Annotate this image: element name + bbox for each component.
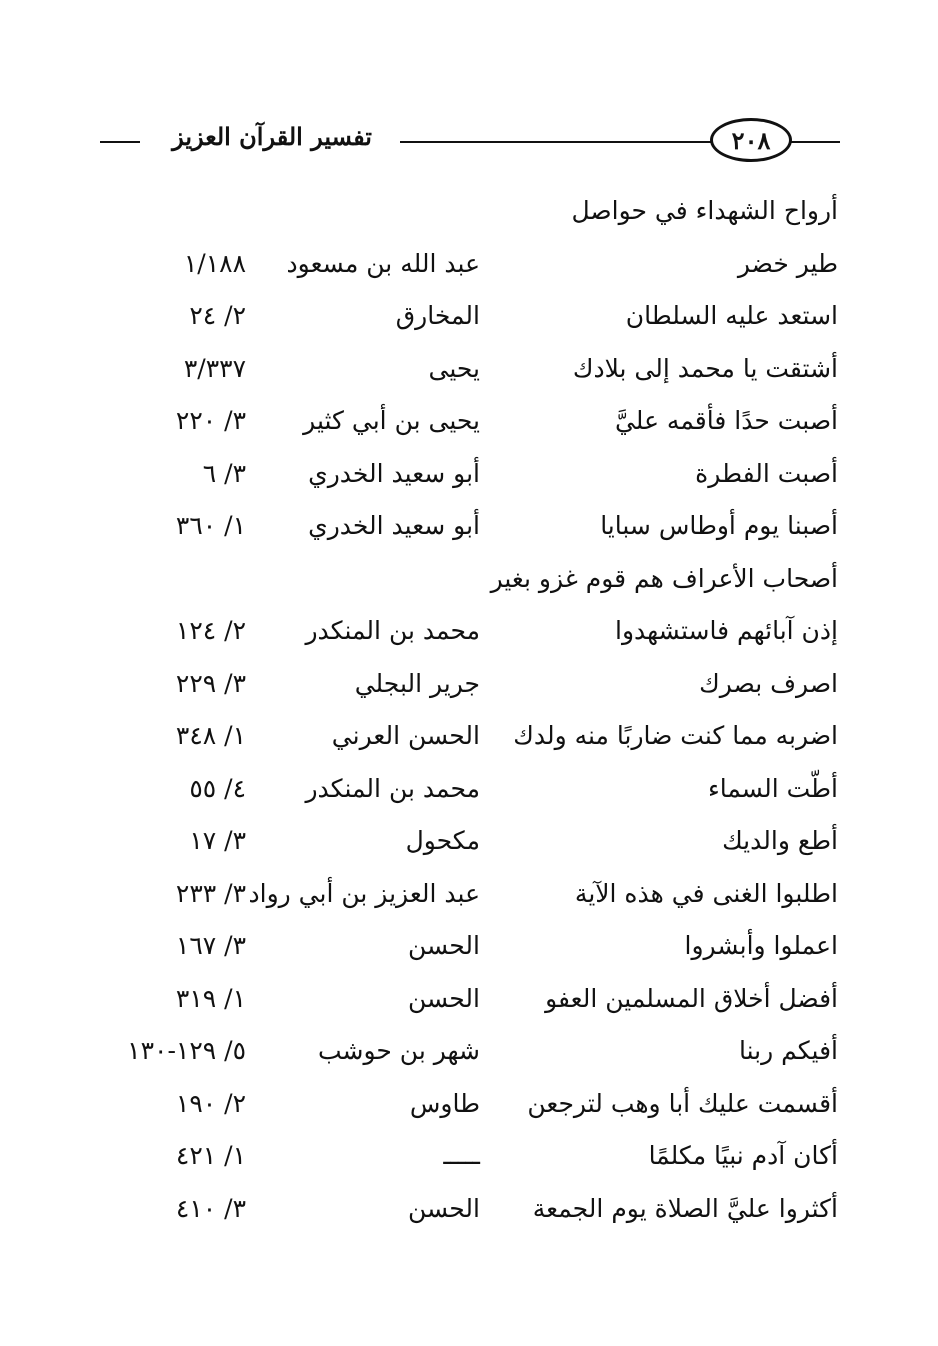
index-row	[0, 713, 938, 766]
index-row	[0, 1081, 938, 1134]
hadith-text: أصبت حدًا فأقمه عليَّ	[614, 406, 838, 435]
index-row	[0, 503, 938, 556]
volume-page-ref: ١/ ٤٢١	[175, 1141, 246, 1170]
narrator-name: الحسن	[407, 931, 480, 960]
volume-page-ref: ٥/ ١٢٩-١٣٠	[127, 1036, 246, 1065]
volume-page-ref: ٣/ ٢٢٩	[175, 668, 246, 698]
volume-page-ref: ٣/ ٢٣٣	[175, 878, 246, 908]
index-row	[0, 241, 938, 294]
narrator-name: محمد بن المنكدر	[305, 773, 480, 803]
volume-page-ref: ٢/ ١٢٤	[175, 616, 246, 645]
hadith-text: اضربه مما كنت ضاربًا منه ولدك	[513, 721, 838, 750]
narrator-name: أبو سعيد الخدري	[308, 458, 480, 488]
index-row	[0, 1028, 938, 1081]
index-list	[0, 188, 938, 1238]
narrator-name: شهر بن حوشب	[317, 1036, 480, 1065]
hadith-text: أشتقت يا محمد إلى بلادك	[572, 353, 838, 383]
narrator-name: محمد بن المنكدر	[305, 616, 480, 645]
volume-page-ref: ١/ ٣٤٨	[175, 721, 246, 750]
volume-page-ref: ٣/ ٦	[202, 458, 246, 488]
hadith-text: أصحاب الأعراف هم قوم غزو بغير	[490, 563, 838, 593]
header-rule-middle	[400, 141, 712, 143]
volume-page-ref: ١/١٨٨	[183, 248, 246, 278]
hadith-text: اطلبوا الغنى في هذه الآية	[574, 878, 838, 908]
page-number: ٢٠٨	[710, 118, 792, 162]
index-row	[0, 398, 938, 451]
index-row	[0, 1186, 938, 1239]
running-header	[100, 112, 840, 170]
book-title: تفسير القرآن العزيز	[172, 122, 372, 151]
volume-page-ref: ٣/٣٣٧	[183, 353, 246, 383]
hadith-text: اعملوا وأبشروا	[684, 931, 838, 960]
narrator-name: يحيى بن أبي كثير	[303, 406, 480, 435]
hadith-text: أصبنا يوم أوطاس سبايا	[600, 511, 838, 540]
index-row	[0, 608, 938, 661]
narrator-name: مكحول	[405, 826, 480, 855]
index-row	[0, 661, 938, 714]
header-rule-left	[100, 141, 140, 143]
header-rule-right	[790, 141, 840, 143]
index-row	[0, 451, 938, 504]
volume-page-ref: ١/ ٣٦٠	[175, 511, 246, 540]
narrator-name: طاوس	[409, 1088, 480, 1118]
hadith-text: طير خضر	[737, 248, 838, 278]
hadith-text: أرواح الشهداء في حواصل	[571, 196, 838, 225]
volume-page-ref: ٣/ ٢٢٠	[175, 406, 246, 435]
narrator-name: الحسن	[407, 983, 480, 1013]
index-row	[0, 976, 938, 1029]
narrator-name: يحيى	[428, 353, 480, 383]
volume-page-ref: ٢/ ٢٤	[189, 301, 246, 330]
volume-page-ref: ٣/ ١٧	[189, 826, 246, 855]
hadith-text: اصرف بصرك	[699, 668, 838, 698]
index-row	[0, 188, 938, 241]
volume-page-ref: ٣/ ١٦٧	[175, 931, 246, 960]
hadith-text: أكان آدم نبيًا مكلمًا	[648, 1141, 838, 1170]
narrator-name: ـــــ	[443, 1141, 480, 1170]
index-row	[0, 346, 938, 399]
hadith-text: أفضل أخلاق المسلمين العفو	[545, 983, 838, 1013]
index-row	[0, 871, 938, 924]
index-row	[0, 293, 938, 346]
hadith-text: أطع والديك	[722, 826, 838, 855]
narrator-name: عبد العزيز بن أبي رواد	[248, 878, 480, 908]
narrator-name: الحسن العرني	[331, 721, 480, 750]
index-row	[0, 818, 938, 871]
hadith-text: أفيكم ربنا	[738, 1036, 838, 1065]
volume-page-ref: ٤/ ٥٥	[189, 773, 246, 803]
hadith-text: إذن آبائهم فاستشهدوا	[615, 616, 838, 645]
volume-page-ref: ٣/ ٤١٠	[175, 1193, 246, 1223]
narrator-name: أبو سعيد الخدري	[308, 511, 480, 540]
index-row	[0, 923, 938, 976]
hadith-text: أطّت السماء	[707, 773, 838, 803]
narrator-name: عبد الله بن مسعود	[286, 248, 480, 278]
volume-page-ref: ١/ ٣١٩	[175, 983, 246, 1013]
volume-page-ref: ٢/ ١٩٠	[175, 1088, 246, 1118]
narrator-name: جرير البجلي	[354, 668, 480, 698]
hadith-text: أكثروا عليَّ الصلاة يوم الجمعة	[532, 1193, 838, 1223]
narrator-name: الحسن	[407, 1193, 480, 1223]
index-row	[0, 766, 938, 819]
hadith-text: استعد عليه السلطان	[625, 301, 838, 330]
hadith-text: أقسمت عليك أبا وهب لترجعن	[527, 1088, 838, 1118]
index-row	[0, 1133, 938, 1186]
hadith-text: أصبت الفطرة	[695, 458, 838, 488]
narrator-name: المخارق	[395, 301, 480, 330]
index-row	[0, 556, 938, 609]
